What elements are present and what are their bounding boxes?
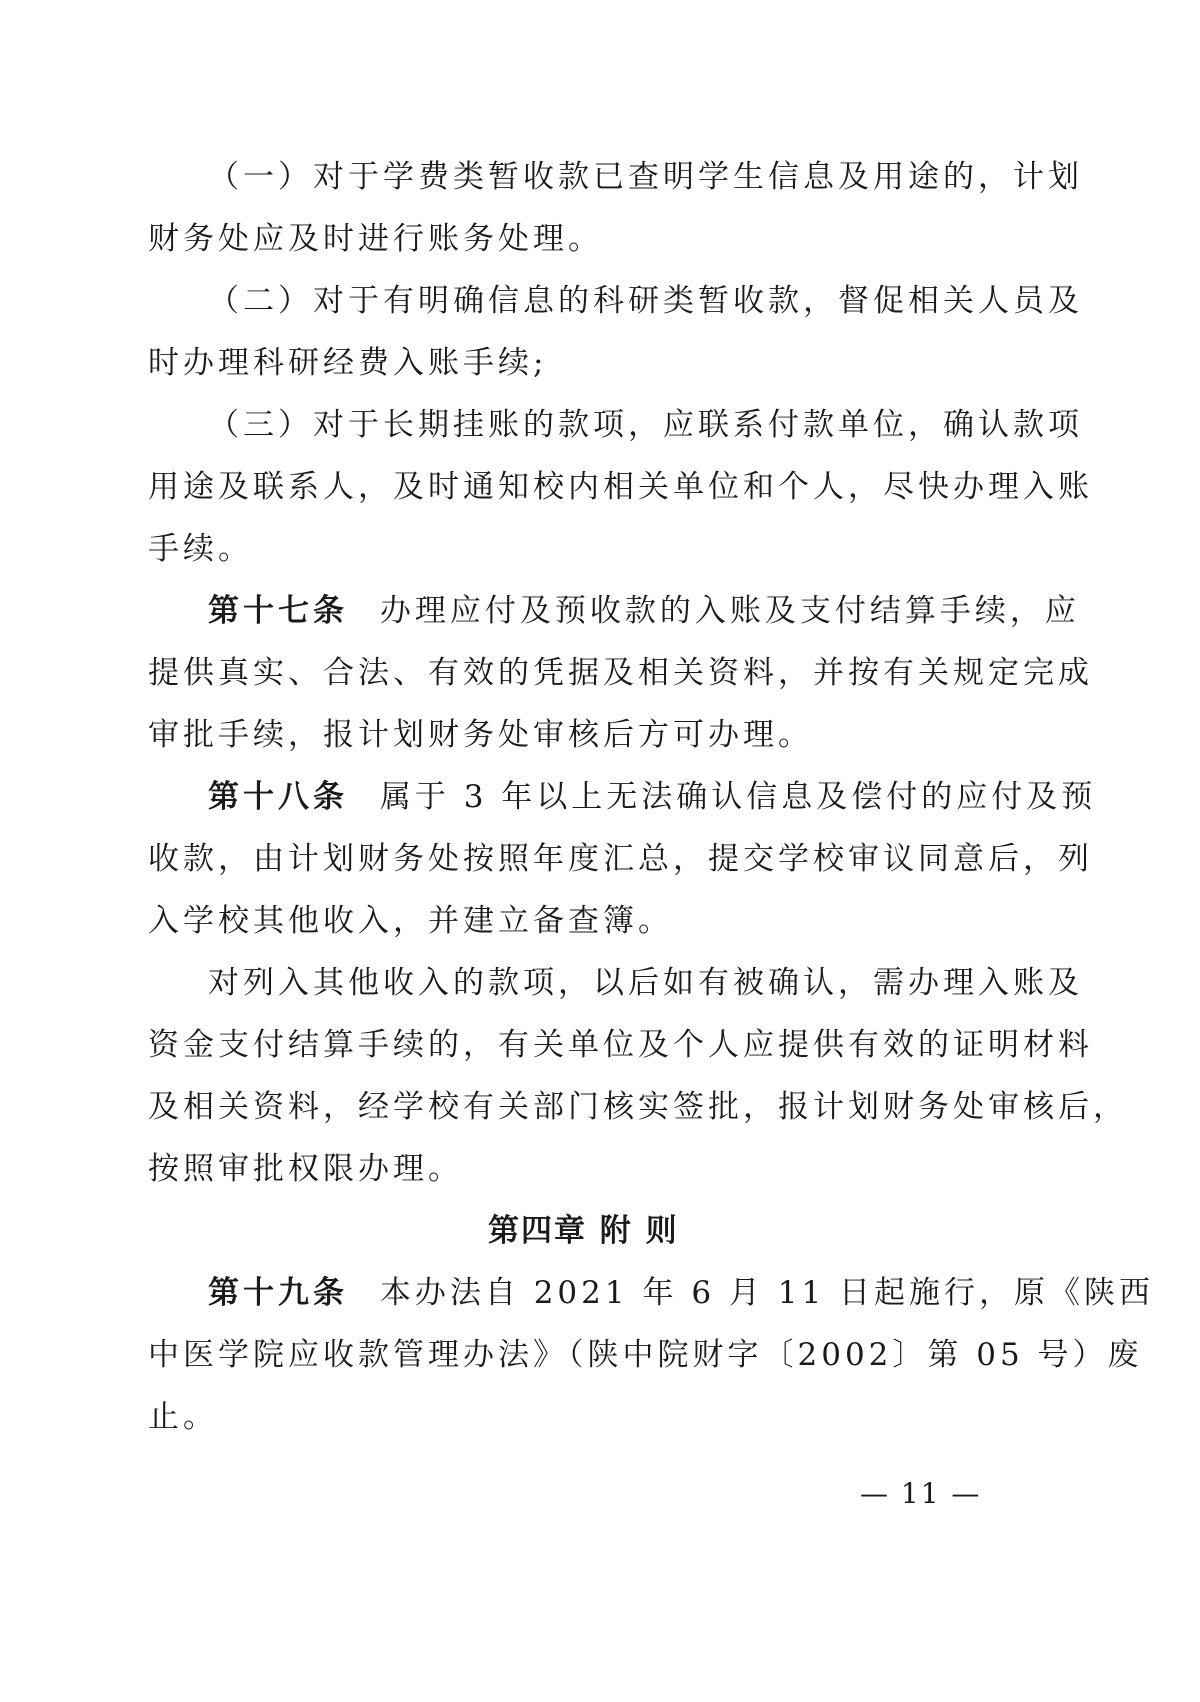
paragraph-line: 提供真实、合法、有效的凭据及相关资料，并按有关规定完成 xyxy=(148,655,1093,691)
article-text: 办理应付及预收款的入账及支付结算手续，应 xyxy=(379,593,1080,629)
paragraph-line: 及相关资料，经学校有关部门核实签批，报计划财务处审核后， xyxy=(148,1089,1128,1125)
article-text: 属于 3 年以上无法确认信息及偿付的应付及预 xyxy=(379,779,1097,815)
paragraph-line: （二）对于有明确信息的科研类暂收款，督促相关人员及 xyxy=(208,283,1083,319)
paragraph-line: 入学校其他收入，并建立备查簿。 xyxy=(148,903,673,939)
paragraph-line: 用途及联系人，及时通知校内相关单位和个人，尽快办理入账 xyxy=(148,469,1093,505)
paragraph-line: （三）对于长期挂账的款项，应联系付款单位，确认款项 xyxy=(208,407,1083,443)
chapter-heading: 第四章 附 则 xyxy=(488,1213,679,1249)
article-paragraph xyxy=(208,779,1097,815)
article-paragraph xyxy=(208,1275,1155,1311)
article-label: 第十九条 xyxy=(208,1275,348,1311)
paragraph-line: 收款，由计划财务处按照年度汇总，提交学校审议同意后，列 xyxy=(148,841,1093,877)
paragraph-line: 手续。 xyxy=(148,531,253,567)
paragraph-line: （一）对于学费类暂收款已查明学生信息及用途的，计划 xyxy=(208,159,1083,195)
article-label: 第十八条 xyxy=(208,779,348,815)
article-paragraph xyxy=(208,593,1080,629)
paragraph-line: 止。 xyxy=(148,1399,218,1435)
paragraph-line: 时办理科研经费入账手续; xyxy=(148,345,548,381)
article-text: 本办法自 2021 年 6 月 11 日起施行，原《陕西 xyxy=(379,1275,1155,1311)
paragraph-line: 中医学院应收款管理办法》（陕中院财字〔2002〕第 05 号）废 xyxy=(148,1337,1143,1373)
page-number: — 11 — xyxy=(860,1477,982,1510)
paragraph-line: 审批手续，报计划财务处审核后方可办理。 xyxy=(148,717,813,753)
paragraph-line: 财务处应及时进行账务处理。 xyxy=(148,221,603,257)
paragraph-line: 按照审批权限办理。 xyxy=(148,1151,463,1187)
paragraph-line: 资金支付结算手续的，有关单位及个人应提供有效的证明材料 xyxy=(148,1027,1093,1063)
article-label: 第十七条 xyxy=(208,593,348,629)
paragraph-line: 对列入其他收入的款项，以后如有被确认，需办理入账及 xyxy=(208,965,1083,1001)
